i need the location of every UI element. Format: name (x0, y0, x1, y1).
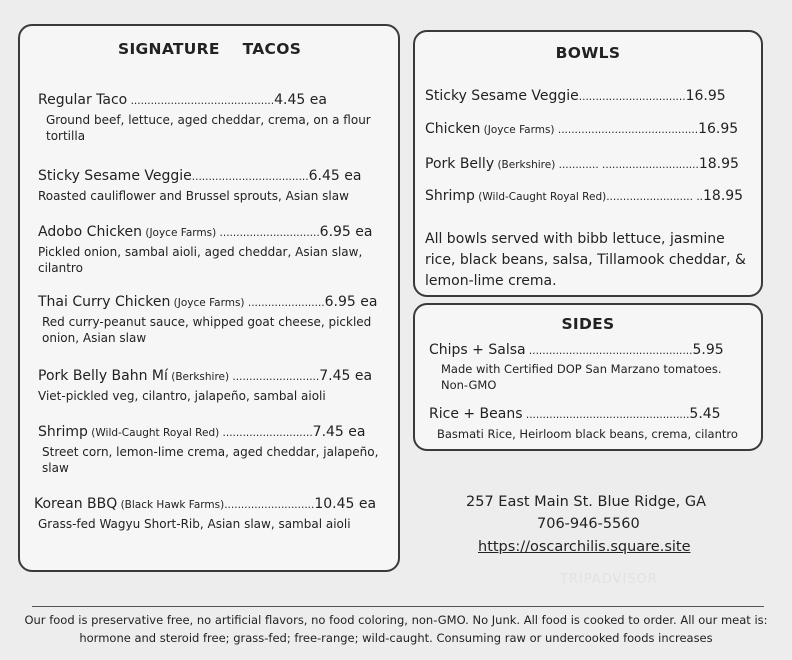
taco-name: Shrimp (38, 424, 88, 440)
side-name: Rice + Beans (429, 406, 523, 422)
taco-item-regular (38, 92, 327, 108)
taco-name: Thai Curry Chicken (38, 294, 171, 310)
taco-name: Regular Taco (38, 92, 128, 108)
dot-leader: ........................... (224, 499, 315, 511)
side-item-chips-salsa (429, 342, 724, 358)
bowl-source: (Joyce Farms) (480, 124, 555, 136)
address: 257 East Main St. Blue Ridge, GA (466, 494, 707, 510)
taco-name: Pork Belly Bahn Mí (38, 368, 168, 384)
taco-item-sticky-sesame (38, 168, 361, 184)
bowl-item-sticky-sesame (425, 88, 726, 104)
taco-desc: Roasted cauliflower and Brussel sprouts, Asian slaw (38, 189, 349, 203)
side-price: 5.95 (692, 342, 724, 358)
taco-price: 10.45 ea (314, 496, 377, 512)
taco-item-thai-curry (38, 294, 377, 310)
taco-source: (Joyce Farms) (170, 297, 245, 309)
taco-desc: Ground beef, lettuce, aged cheddar, crema, on a flour tortilla (46, 113, 371, 143)
sides-title: SIDES (561, 315, 615, 333)
bowl-source: (Berkshire) (494, 159, 556, 171)
bowl-name: Sticky Sesame Veggie (425, 88, 579, 104)
taco-source: (Joyce Farms) (142, 227, 217, 239)
side-desc: Made with Certified DOP San Marzano tomatoes. Non-GMO (441, 362, 722, 392)
side-item-rice-beans (429, 406, 721, 422)
taco-desc: Pickled onion, sambal aioli, aged cheddar, Asian slaw, cilantro (38, 245, 363, 275)
taco-price: 4.45 ea (274, 92, 327, 108)
bowl-name: Pork Belly (425, 156, 495, 172)
taco-price: 6.45 ea (308, 168, 362, 184)
bowls-note: All bowls served with bibb lettuce, jasmine rice, black beans, salsa, Tillamook cheddar, & lemon-lime crema. (425, 231, 746, 289)
dot-leader: ....................... (244, 297, 325, 309)
bowl-name: Shrimp (425, 188, 475, 204)
taco-price: 7.45 ea (319, 368, 373, 384)
bowl-price: 16.95 (685, 88, 726, 104)
taco-source: (Berkshire) (167, 371, 230, 383)
bowl-price: 18.95 (703, 188, 744, 204)
tacos-panel (18, 24, 400, 572)
phone-number: 706-946-5560 (537, 516, 640, 532)
bowl-item-chicken (425, 121, 738, 137)
dot-leader: .......................... .. (606, 191, 703, 203)
taco-desc: Viet-pickled veg, cilantro, jalapeño, sambal aioli (38, 389, 326, 403)
bowl-item-pork-belly (425, 156, 739, 172)
taco-name: Korean BBQ (34, 496, 118, 512)
taco-desc: Red curry-peanut sauce, whipped goat cheese, pickled onion, Asian slaw (42, 315, 372, 345)
dot-leader: ................................ (578, 91, 686, 103)
tacos-title: SIGNATURE TACOS (118, 40, 302, 58)
watermark: TRIPADVISOR (560, 572, 658, 587)
taco-item-korean-bbq (34, 496, 376, 512)
taco-price: 7.45 ea (312, 424, 366, 440)
taco-desc: Grass-fed Wagyu Short-Rib, Asian slaw, sambal aioli (38, 517, 351, 531)
taco-desc: Street corn, lemon-lime crema, aged cheddar, jalapeño, slaw (42, 445, 379, 475)
side-name: Chips + Salsa (429, 342, 526, 358)
dot-leader: ................................... (191, 171, 309, 183)
dot-leader: ................................................. (522, 409, 690, 421)
taco-price: 6.95 ea (319, 224, 373, 240)
bowls-panel (413, 30, 763, 297)
dot-leader: ........................................... (127, 95, 275, 107)
dot-leader: ............ ............................. (555, 159, 699, 171)
side-price: 5.45 (689, 406, 721, 422)
bowl-source: (Wild-Caught Royal Red) (474, 191, 607, 203)
bowls-title: BOWLS (555, 44, 621, 62)
bowl-price: 18.95 (698, 156, 739, 172)
taco-item-shrimp (38, 424, 366, 440)
footer-disclaimer: Our food is preservative free, no artificial flavors, no food coloring, non-GMO. No Junk. All food is cooked to order. All our meat is: hormone and steroid free; grass-fed; free-range; wild-caught. Consuming raw or undercooked foods increases (24, 613, 768, 645)
dot-leader: .......................... (229, 371, 320, 383)
dot-leader: ................................................. (525, 345, 693, 357)
taco-price: 6.95 ea (324, 294, 378, 310)
taco-source: (Black Hawk Farms) (117, 499, 225, 511)
website-link[interactable]: https://oscarchilis.square.site (478, 539, 691, 555)
bowl-price: 16.95 (698, 121, 739, 137)
taco-item-pork-belly (38, 368, 372, 384)
taco-name: Sticky Sesame Veggie (38, 168, 192, 184)
sides-panel (413, 303, 763, 451)
dot-leader: .............................. (216, 227, 320, 239)
dot-leader: .......................................... (554, 124, 699, 136)
bowl-name: Chicken (425, 121, 481, 137)
taco-name: Adobo Chicken (38, 224, 143, 240)
dot-leader: ........................... (219, 427, 313, 439)
bowl-item-shrimp (425, 188, 743, 204)
taco-source: (Wild-Caught Royal Red) (87, 427, 220, 439)
footer-divider (32, 606, 764, 607)
side-desc: Basmati Rice, Heirloom black beans, crema, cilantro (437, 427, 738, 441)
taco-item-adobo-chicken (38, 224, 373, 240)
